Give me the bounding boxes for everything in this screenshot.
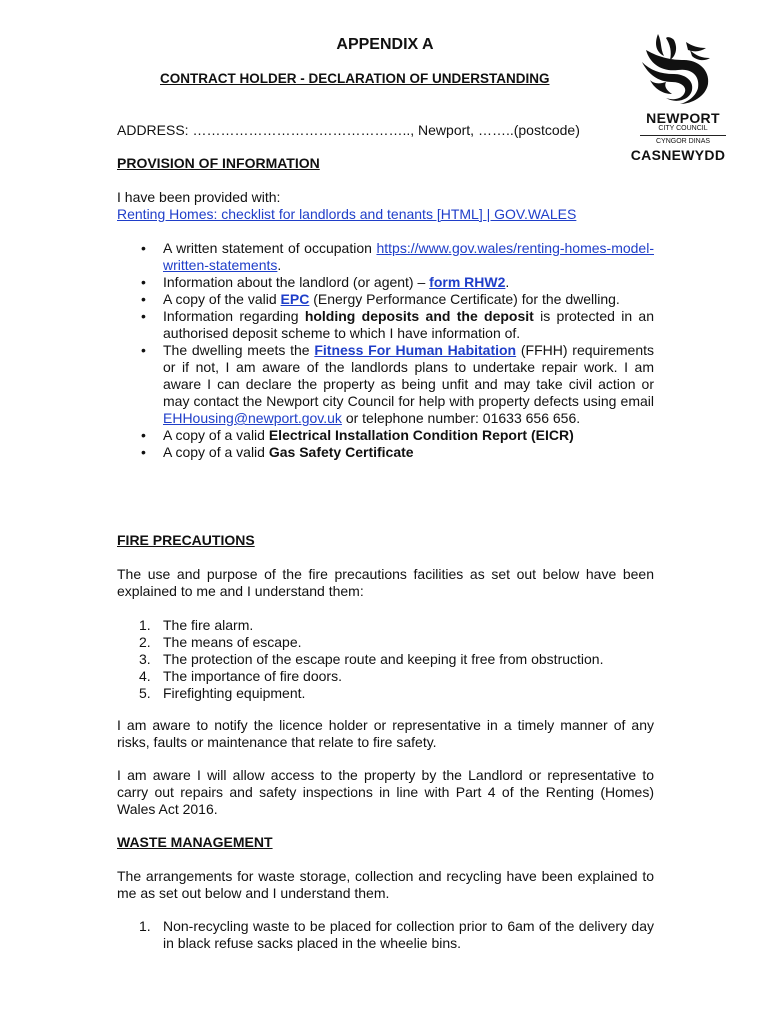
checklist-link-wrap — [117, 206, 576, 222]
document-subtitle: CONTRACT HOLDER - DECLARATION OF UNDERSTANDING — [160, 71, 550, 86]
address-line — [117, 122, 580, 138]
address-town: Newport, — [418, 122, 475, 138]
item-number: 5. — [139, 685, 151, 701]
item-text: A copy of a valid — [163, 427, 269, 443]
item-text-end: (Energy Performance Certificate) for the dwelling. — [309, 291, 620, 307]
item-text: A copy of the valid — [163, 291, 281, 307]
address-label: ADDRESS: — [117, 122, 189, 138]
item-text-end: or telephone number: 01633 656 656. — [341, 410, 581, 426]
item-text-end: . — [505, 274, 510, 290]
item-text: Information regarding — [163, 308, 305, 324]
logo-cyngor-dinas: CYNGOR DINAS — [655, 138, 711, 145]
logo-newport: NEWPORT — [646, 110, 720, 126]
item-number: 4. — [139, 668, 151, 684]
address-dots[interactable]: ……………………………………….., — [192, 122, 415, 138]
item-text: A copy of a valid — [163, 444, 269, 460]
address-postcode[interactable]: ……..(postcode) — [477, 122, 580, 138]
checklist-link[interactable]: Renting Homes: checklist for landlords and tenants [HTML] | GOV.WALES — [117, 206, 577, 222]
logo-divider — [640, 135, 726, 136]
page-title: APPENDIX A — [336, 36, 434, 53]
eicr-bold: Electrical Installation Condition Report (EICR) — [268, 427, 574, 443]
list-item — [117, 240, 654, 274]
gas-safety-bold: Gas Safety Certificate — [268, 444, 414, 460]
item-text: The protection of the escape route and keeping it free from obstruction. — [163, 651, 604, 667]
list-item — [117, 634, 654, 651]
item-text: Firefighting equipment. — [163, 685, 306, 701]
item-text: Information about the landlord (or agent) – — [163, 274, 430, 290]
list-item — [117, 291, 654, 308]
logo-city-council: CITY COUNCIL — [658, 125, 708, 132]
item-number: 1. — [139, 617, 151, 633]
fire-intro: The use and purpose of the fire precautions facilities as set out below have been explained to me and I understand them: — [117, 566, 654, 599]
item-text: The means of escape. — [163, 634, 302, 650]
heading-fire: FIRE PRECAUTIONS — [117, 532, 255, 548]
list-item — [117, 444, 654, 461]
fire-list — [117, 617, 654, 702]
list-item — [117, 651, 654, 668]
item-text: The fire alarm. — [163, 617, 254, 633]
heading-provision: PROVISION OF INFORMATION — [117, 155, 320, 171]
item-text-end: is protected in an authorised deposit scheme to which I have information of. — [163, 308, 654, 341]
heading-waste: WASTE MANAGEMENT — [117, 834, 273, 850]
item-text-end: . — [277, 257, 282, 273]
epc-link[interactable]: EPC — [280, 291, 310, 307]
item-text: The importance of fire doors. — [163, 668, 342, 684]
dragon-icon — [636, 30, 716, 110]
list-item — [117, 274, 654, 291]
form-rhw2-link[interactable]: form RHW2 — [429, 274, 506, 290]
item-text: The dwelling meets the — [163, 342, 315, 358]
email-link[interactable]: EHHousing@newport.gov.uk — [163, 410, 342, 426]
list-item — [117, 685, 654, 702]
provision-list — [117, 240, 654, 461]
list-item — [117, 617, 654, 634]
deposit-bold: holding deposits and the deposit — [304, 308, 534, 324]
written-statement-link[interactable]: https://www.gov.wales/renting-homes-model-written-statements — [163, 240, 654, 273]
fire-notify-paragraph: I am aware to notify the licence holder or representative in a timely manner of any risks, faults or maintenance that relate to fire safety. — [117, 717, 654, 750]
list-item — [117, 918, 654, 952]
fire-access-paragraph: I am aware I will allow access to the property by the Landlord or representative to carry out repairs and safety inspections in line with Part 4 of the Renting (Homes) Wales Act 2016. — [117, 767, 654, 817]
list-item — [117, 308, 654, 342]
ffhh-link[interactable]: Fitness For Human Habitation — [314, 342, 517, 358]
item-text: Non-recycling waste to be placed for collection prior to 6am of the delivery day in black refuse sacks placed in the wheelie bins. — [163, 918, 654, 951]
item-number: 2. — [139, 634, 151, 650]
waste-list — [117, 918, 654, 952]
item-number: 3. — [139, 651, 151, 667]
item-number: 1. — [139, 918, 151, 934]
item-text-mid: (FFHH) requirements or if not, I am aware of the landlords plans to undertake repair work. I am aware I can declare the property as being unfit and may take civil action or may contact the Newport city Council for help with property defects using email — [163, 342, 654, 409]
list-item — [117, 668, 654, 685]
waste-intro: The arrangements for waste storage, collection and recycling have been explained to me as set out below and I understand them. — [117, 868, 654, 901]
item-text: A written statement of occupation — [163, 240, 377, 256]
list-item — [117, 342, 654, 427]
logo-casnewydd: CASNEWYDD — [630, 147, 726, 163]
provision-intro: I have been provided with: — [117, 189, 281, 205]
list-item — [117, 427, 654, 444]
